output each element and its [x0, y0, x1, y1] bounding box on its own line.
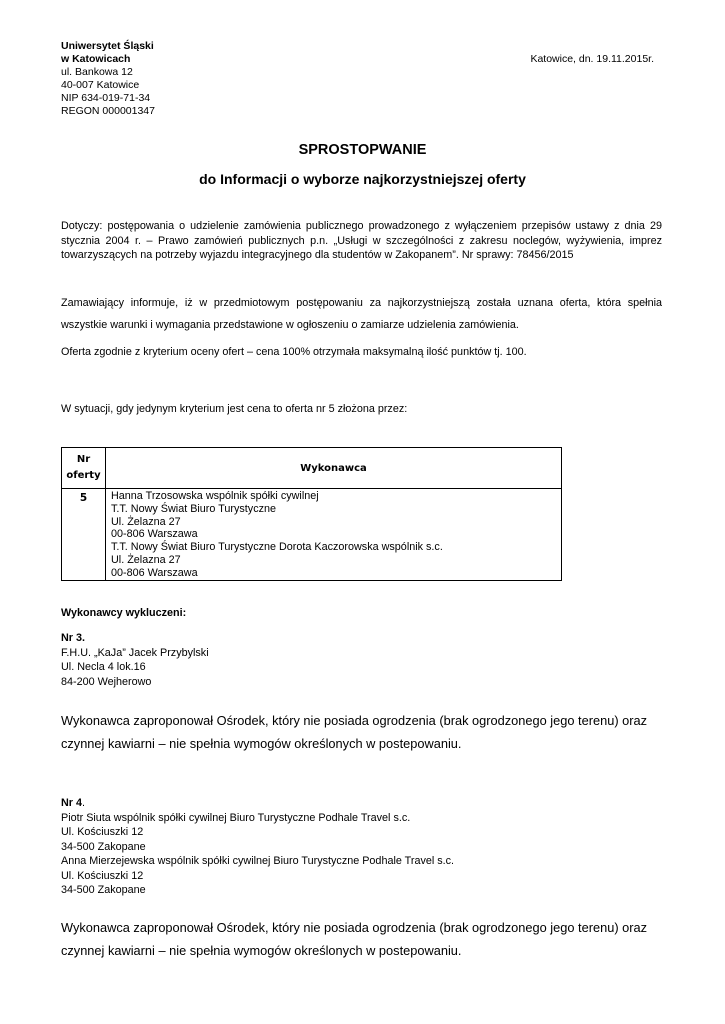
document-subtitle: do Informacji o wyborze najkorzystniejszej oferty [199, 171, 526, 187]
document-title: SPROSTOPWANIE [298, 142, 427, 158]
exclusion-reason: Wykonawca zaproponował Ośrodek, który nie posiada ogrodzenia (brak ogrodzonego jego terenu) oraz czynnej kawiarni – nie spełnia wymogów określonych w postepowaniu. [61, 713, 648, 751]
winner-line: Ul. Żelazna 27 [111, 553, 181, 566]
sender-postal: 40-007 Katowice [61, 79, 140, 91]
sender-regon: REGON 000001347 [61, 105, 155, 117]
winner-line: 00-806 Warszawa [111, 566, 198, 579]
exclusion-reason: Wykonawca zaproponował Ośrodek, który nie posiada ogrodzenia (brak ogrodzonego jego terenu) oraz czynnej kawiarni – nie spełnia wymogów określonych w postepowaniu. [61, 920, 648, 958]
table-header-row [62, 448, 562, 489]
excluded-number: Nr 4 [61, 797, 83, 809]
winner-contractor [106, 489, 562, 581]
subject-paragraph: Dotyczy: postępowania o udzielenie zamówienia publicznego prowadzonego z wyłączeniem przepisów ustawy z dnia 29 stycznia 2004 r. – Prawo zamówień publicznych p.n. „Usługi w szczególności z zakresu noclegów, wyżywienia, imprez towarzyszących na potrzeby wyjazdu integracyjnego dla studentów w Zakopanem”. Nr sprawy: 78456/2015 [61, 220, 662, 261]
situation-paragraph: W sytuacji, gdy jedynym kryterium jest cena to oferta nr 5 złożona przez: [61, 403, 408, 415]
winner-line: Hanna Trzosowska wspólnik spółki cywilnej [111, 490, 319, 502]
sender-university: Uniwersytet Śląski [61, 40, 154, 52]
winner-line: Ul. Żelazna 27 [111, 515, 181, 528]
excluded-heading: Wykonawcy wykluczeni: [61, 607, 187, 619]
info-paragraph: Zamawiający informuje, iż w przedmiotowym postępowaniu za najkorzystniejszą została uznana oferta, która spełnia wszystkie warunki i wymagania przedstawione w ogłoszeniu o zamiarze udzielenia zamówienia. [61, 297, 662, 331]
winner-table [61, 447, 562, 581]
winner-offer-number: 5 [62, 489, 106, 581]
winner-line: 00-806 Warszawa [111, 528, 198, 541]
excluded-line: Anna Mierzejewska wspólnik spółki cywilnej Biuro Turystyczne Podhale Travel s.c. [61, 855, 455, 867]
excluded-contractor-3 [61, 631, 209, 689]
excluded-line: Ul. Necla 4 lok.16 [61, 661, 146, 673]
excluded-line: Piotr Siuta wspólnik spółki cywilnej Biuro Turystyczne Podhale Travel s.c. [61, 811, 411, 824]
excluded-line: 84-200 Wejherowo [61, 675, 152, 688]
header-nr-line2: oferty [66, 470, 101, 481]
excluded-line: 34-500 Zakopane [61, 884, 146, 896]
document-date: Katowice, dn. 19.11.2015r. [530, 53, 654, 65]
header-contractor: Wykonawca [106, 448, 562, 489]
excluded-number-dot: . [82, 797, 86, 809]
excluded-number: Nr 3. [61, 632, 86, 644]
excluded-contractor-4 [61, 796, 454, 898]
header-offer-number [62, 448, 106, 489]
table-row [62, 489, 562, 581]
sender-nip: NIP 634-019-71-34 [61, 92, 151, 104]
excluded-line: Ul. Kościuszki 12 [61, 826, 144, 838]
header-nr-line1: Nr [76, 454, 91, 465]
winner-line: T.T. Nowy Świat Biuro Turystyczne [111, 502, 276, 515]
criterion-paragraph: Oferta zgodnie z kryterium oceny ofert – cena 100% otrzymała maksymalną ilość punktów tj. 100. [61, 346, 527, 358]
excluded-line: F.H.U. „KaJa” Jacek Przybylski [61, 646, 209, 659]
sender-street: ul. Bankowa 12 [61, 66, 133, 78]
sender-city-name: w Katowicach [61, 53, 131, 65]
excluded-line: Ul. Kościuszki 12 [61, 869, 144, 882]
sender-block [61, 40, 155, 118]
excluded-line: 34-500 Zakopane [61, 840, 146, 853]
winner-line: T.T. Nowy Świat Biuro Turystyczne Dorota Kaczorowska wspólnik s.c. [111, 541, 443, 554]
